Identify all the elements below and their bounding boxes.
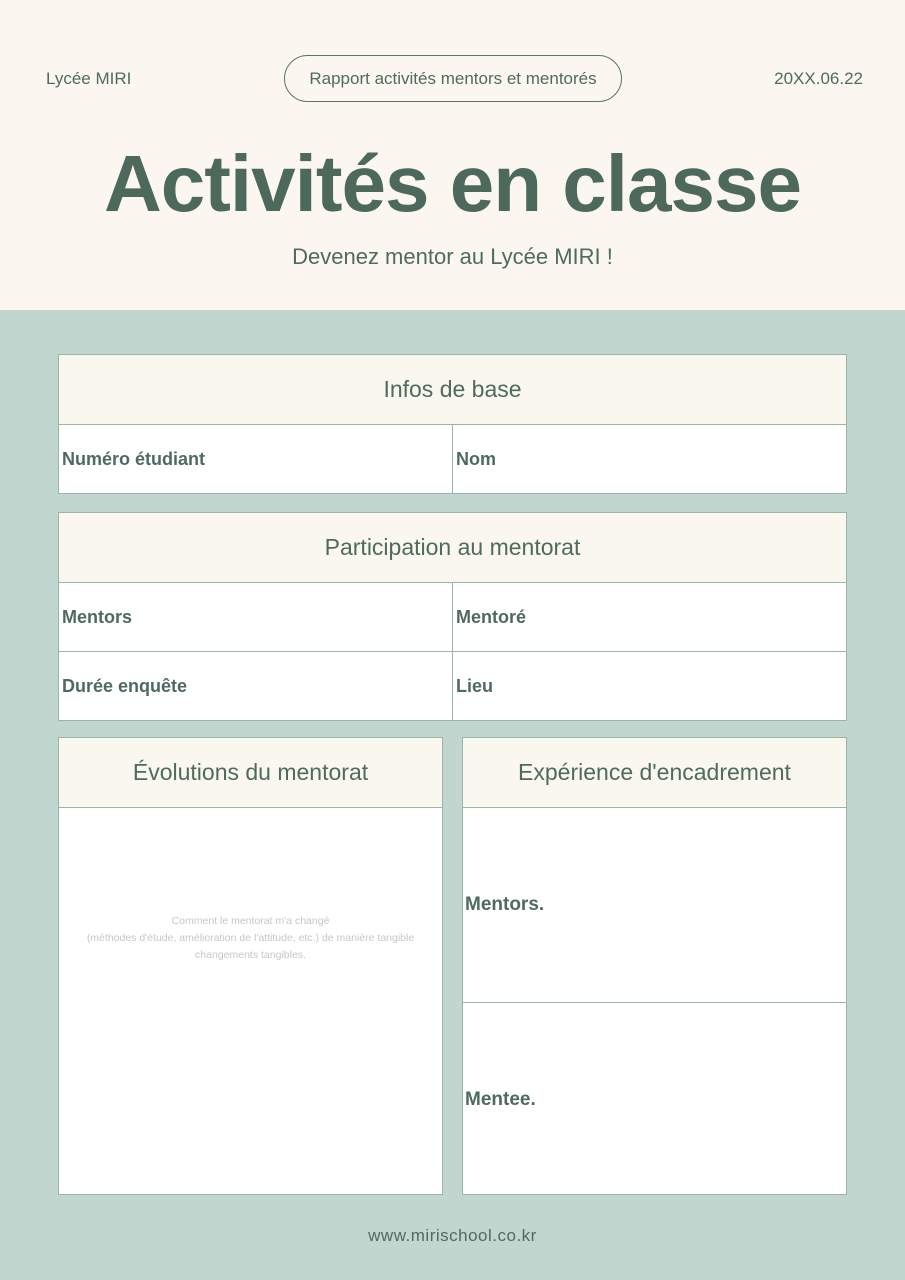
report-label-badge: Rapport activités mentors et mentorés (284, 55, 622, 102)
evolution-box (58, 737, 443, 1195)
page-subtitle: Devenez mentor au Lycée MIRI ! (292, 244, 613, 269)
participation-heading: Participation au mentorat (59, 513, 846, 583)
page-title: Activités en classe (104, 139, 801, 228)
student-number-field[interactable]: Numéro étudiant (62, 449, 206, 469)
header-section (0, 0, 905, 310)
table-row (59, 425, 846, 494)
mentors-experience-field[interactable]: Mentors. (465, 894, 545, 915)
placeholder-line: Comment le mentorat m'a changé (171, 915, 330, 927)
table-row (59, 583, 846, 652)
survey-duration-field[interactable]: Durée enquête (62, 676, 188, 696)
evolution-heading: Évolutions du mentorat (59, 738, 442, 808)
website-link[interactable]: www.mirischool.co.kr (368, 1226, 537, 1245)
table-row (59, 652, 846, 721)
experience-box (462, 737, 847, 1195)
basic-info-table (58, 354, 847, 494)
report-date: 20XX.06.22 (774, 69, 863, 88)
evolution-textarea-placeholder[interactable] (59, 913, 442, 964)
participation-table (58, 512, 847, 721)
location-field[interactable]: Lieu (452, 652, 846, 721)
basic-info-heading: Infos de base (59, 355, 846, 425)
name-field[interactable]: Nom (452, 425, 846, 494)
mentors-field[interactable]: Mentors (62, 606, 133, 627)
experience-heading: Expérience d'encadrement (463, 738, 846, 808)
placeholder-line: (méthodes d'étude, amélioration de l'attitude, etc.) de manière tangible (86, 932, 415, 944)
school-name: Lycée MIRI (46, 69, 132, 88)
placeholder-line: changements tangibles. (195, 949, 306, 961)
mentee-experience-field[interactable]: Mentee. (463, 1002, 846, 1196)
mentee-field[interactable]: Mentoré (452, 583, 846, 651)
